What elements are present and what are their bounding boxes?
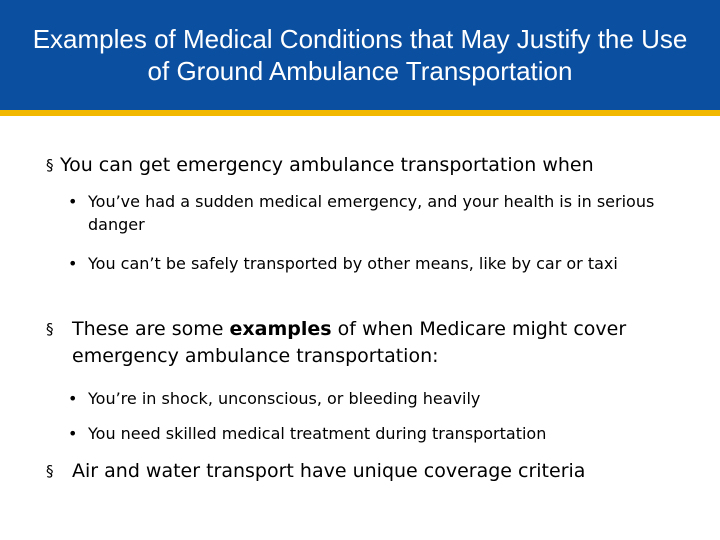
sub-bullet-1-2 xyxy=(68,252,658,275)
bullet-1 xyxy=(46,152,666,179)
title-bar xyxy=(0,0,720,110)
slide-content xyxy=(0,116,720,540)
sub-bullet-1-1-text: You’ve had a sudden medical emergency, and your health is in serious danger xyxy=(88,192,655,234)
bullet-2-text-after: of when Medicare might cover emergency ambulance transportation: xyxy=(72,318,627,367)
dot-bullet-icon: • xyxy=(68,389,78,408)
bullet-3-text: Air and water transport have unique coverage criteria xyxy=(72,460,586,482)
square-bullet-icon: § xyxy=(46,156,54,174)
sub-bullet-1-2-text: You can’t be safely transported by other means, like by car or taxi xyxy=(88,254,618,273)
slide-title: Examples of Medical Conditions that May Justify the Use of Ground Ambulance Transportation xyxy=(32,24,688,86)
dot-bullet-icon: • xyxy=(68,254,78,273)
sub-bullet-2-1-text: You’re in shock, unconscious, or bleeding heavily xyxy=(88,389,481,408)
square-bullet-icon: § xyxy=(46,462,54,480)
dot-bullet-icon: • xyxy=(68,192,78,211)
bullet-3 xyxy=(46,458,666,485)
sub-bullet-2-2-text: You need skilled medical treatment during transportation xyxy=(88,424,547,443)
dot-bullet-icon: • xyxy=(68,424,78,443)
bullet-2 xyxy=(46,316,666,370)
bullet-1-text: You can get emergency ambulance transportation when xyxy=(60,154,594,176)
bullet-2-text xyxy=(72,316,666,370)
bullet-2-text-before: These are some xyxy=(72,318,230,340)
sub-bullet-2-2 xyxy=(68,422,658,445)
sub-bullet-1-1 xyxy=(68,190,658,236)
bullet-2-text-emphasis: examples xyxy=(229,318,332,340)
square-bullet-icon: § xyxy=(46,320,54,338)
sub-bullet-2-1 xyxy=(68,387,658,410)
